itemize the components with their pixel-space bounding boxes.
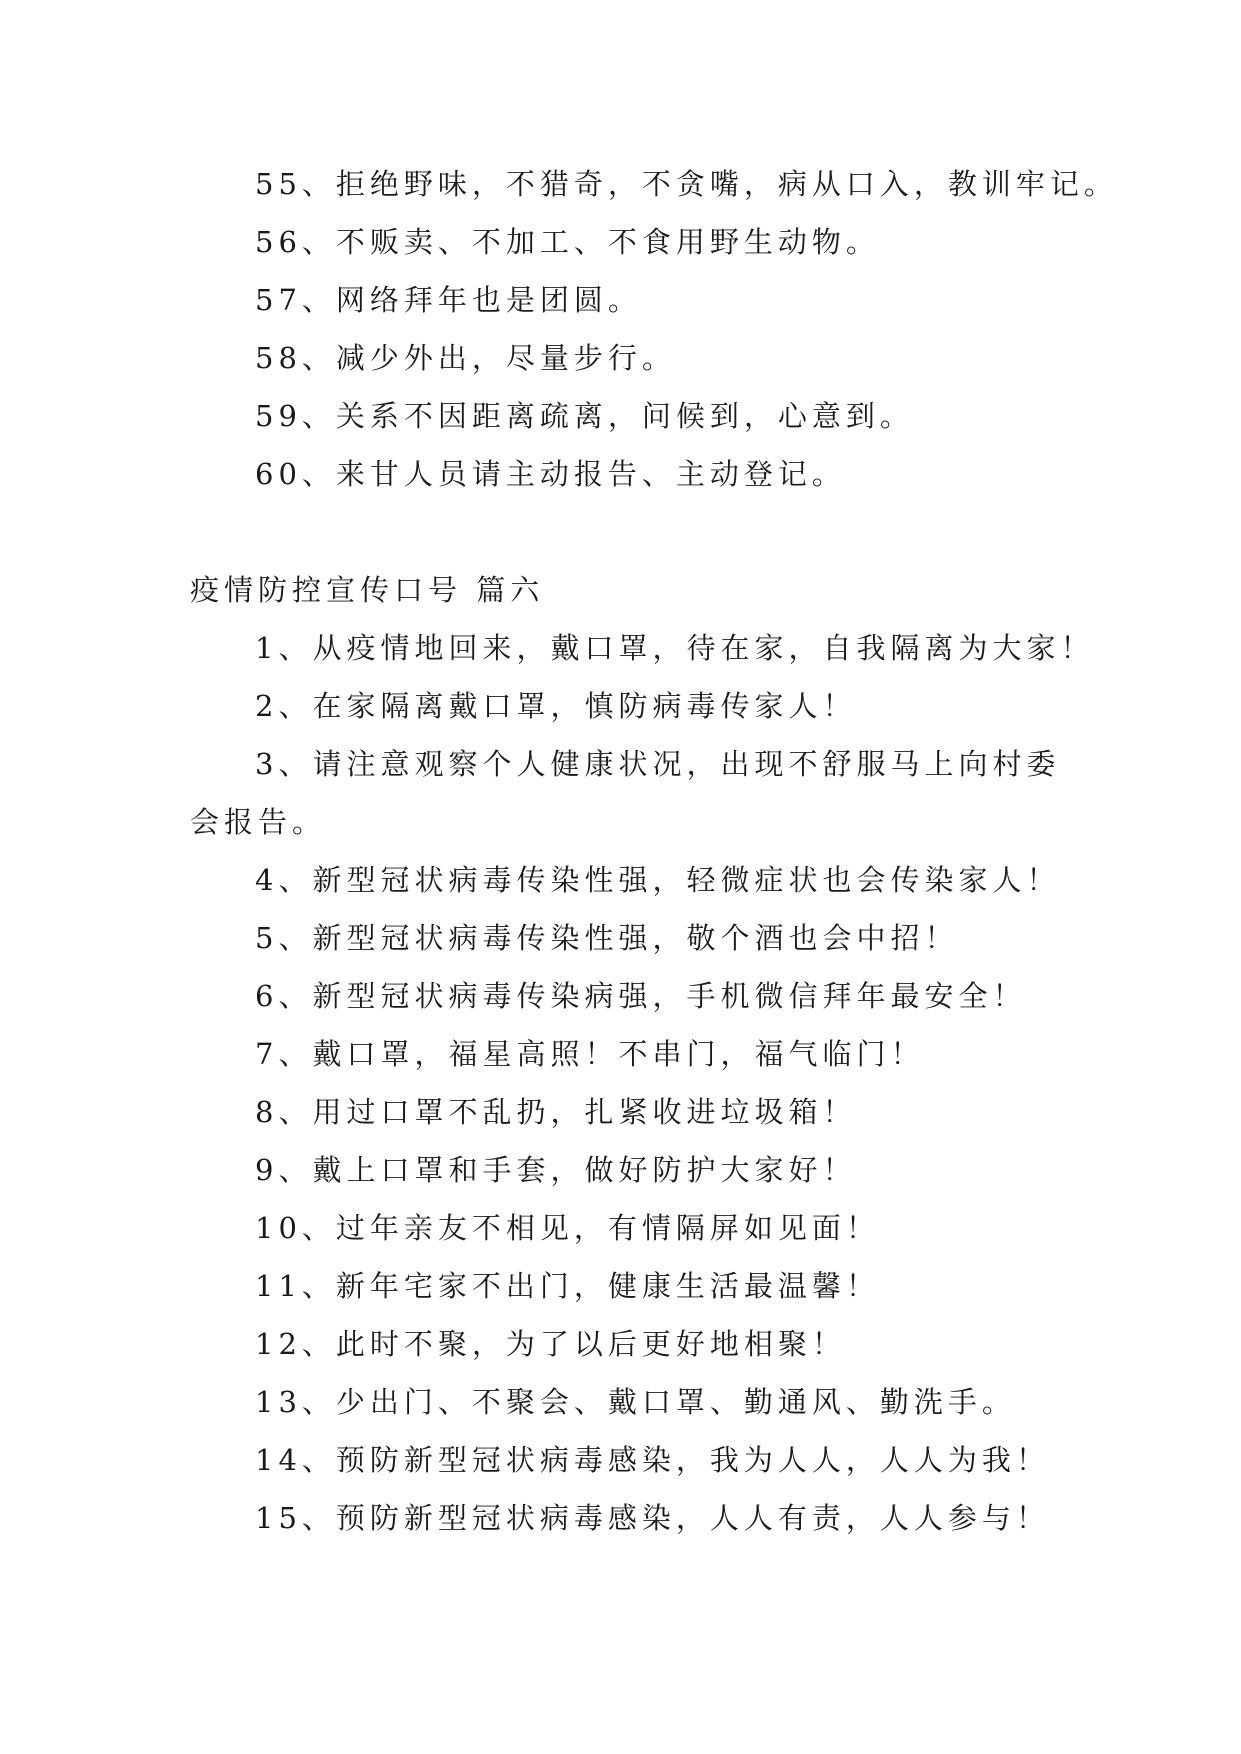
slogan-item-60: 60、来甘人员请主动报告、主动登记。 xyxy=(255,457,846,491)
slogan-item-55: 55、拒绝野味，不猎奇，不贪嘴，病从口入，教训牢记。 xyxy=(255,167,1118,201)
slogan-item-58: 58、减少外出，尽量步行。 xyxy=(255,341,676,375)
slogan-item-7: 7、戴口罩，福星高照！不串门，福气临门！ xyxy=(255,1037,925,1071)
slogan-item-12: 12、此时不聚，为了以后更好地相聚！ xyxy=(255,1327,846,1361)
slogan-item-15: 15、预防新型冠状病毒感染，人人有责，人人参与！ xyxy=(255,1501,1050,1535)
slogan-item-14: 14、预防新型冠状病毒感染，我为人人，人人为我！ xyxy=(255,1443,1050,1477)
slogan-item-5: 5、新型冠状病毒传染性强，敬个酒也会中招！ xyxy=(255,921,959,955)
slogan-item-59: 59、关系不因距离疏离，问候到，心意到。 xyxy=(255,399,914,433)
section-heading: 疫情防控宣传口号 篇六 xyxy=(190,573,545,607)
slogan-item-1: 1、从疫情地回来，戴口罩，待在家，自我隔离为大家！ xyxy=(255,631,1095,665)
slogan-item-8: 8、用过口罩不乱扔，扎紧收进垃圾箱！ xyxy=(255,1095,857,1129)
slogan-item-57: 57、网络拜年也是团圆。 xyxy=(255,283,642,317)
slogan-item-56: 56、不贩卖、不加工、不食用野生动物。 xyxy=(255,225,880,259)
slogan-item-11: 11、新年宅家不出门，健康生活最温馨！ xyxy=(255,1269,880,1303)
slogan-item-10: 10、过年亲友不相见，有情隔屏如见面！ xyxy=(255,1211,880,1245)
slogan-item-3-line-2: 会报告。 xyxy=(190,805,327,839)
slogan-item-6: 6、新型冠状病毒传染病强，手机微信拜年最安全！ xyxy=(255,979,1027,1013)
slogan-item-3-line-1: 3、请注意观察个人健康状况，出现不舒服马上向村委 xyxy=(255,747,1061,781)
slogan-item-4: 4、新型冠状病毒传染性强，轻微症状也会传染家人！ xyxy=(255,863,1061,897)
slogan-item-9: 9、戴上口罩和手套，做好防护大家好！ xyxy=(255,1153,857,1187)
slogan-item-2: 2、在家隔离戴口罩，慎防病毒传家人！ xyxy=(255,689,857,723)
slogan-item-13: 13、少出门、不聚会、戴口罩、勤通风、勤洗手。 xyxy=(255,1385,1016,1419)
